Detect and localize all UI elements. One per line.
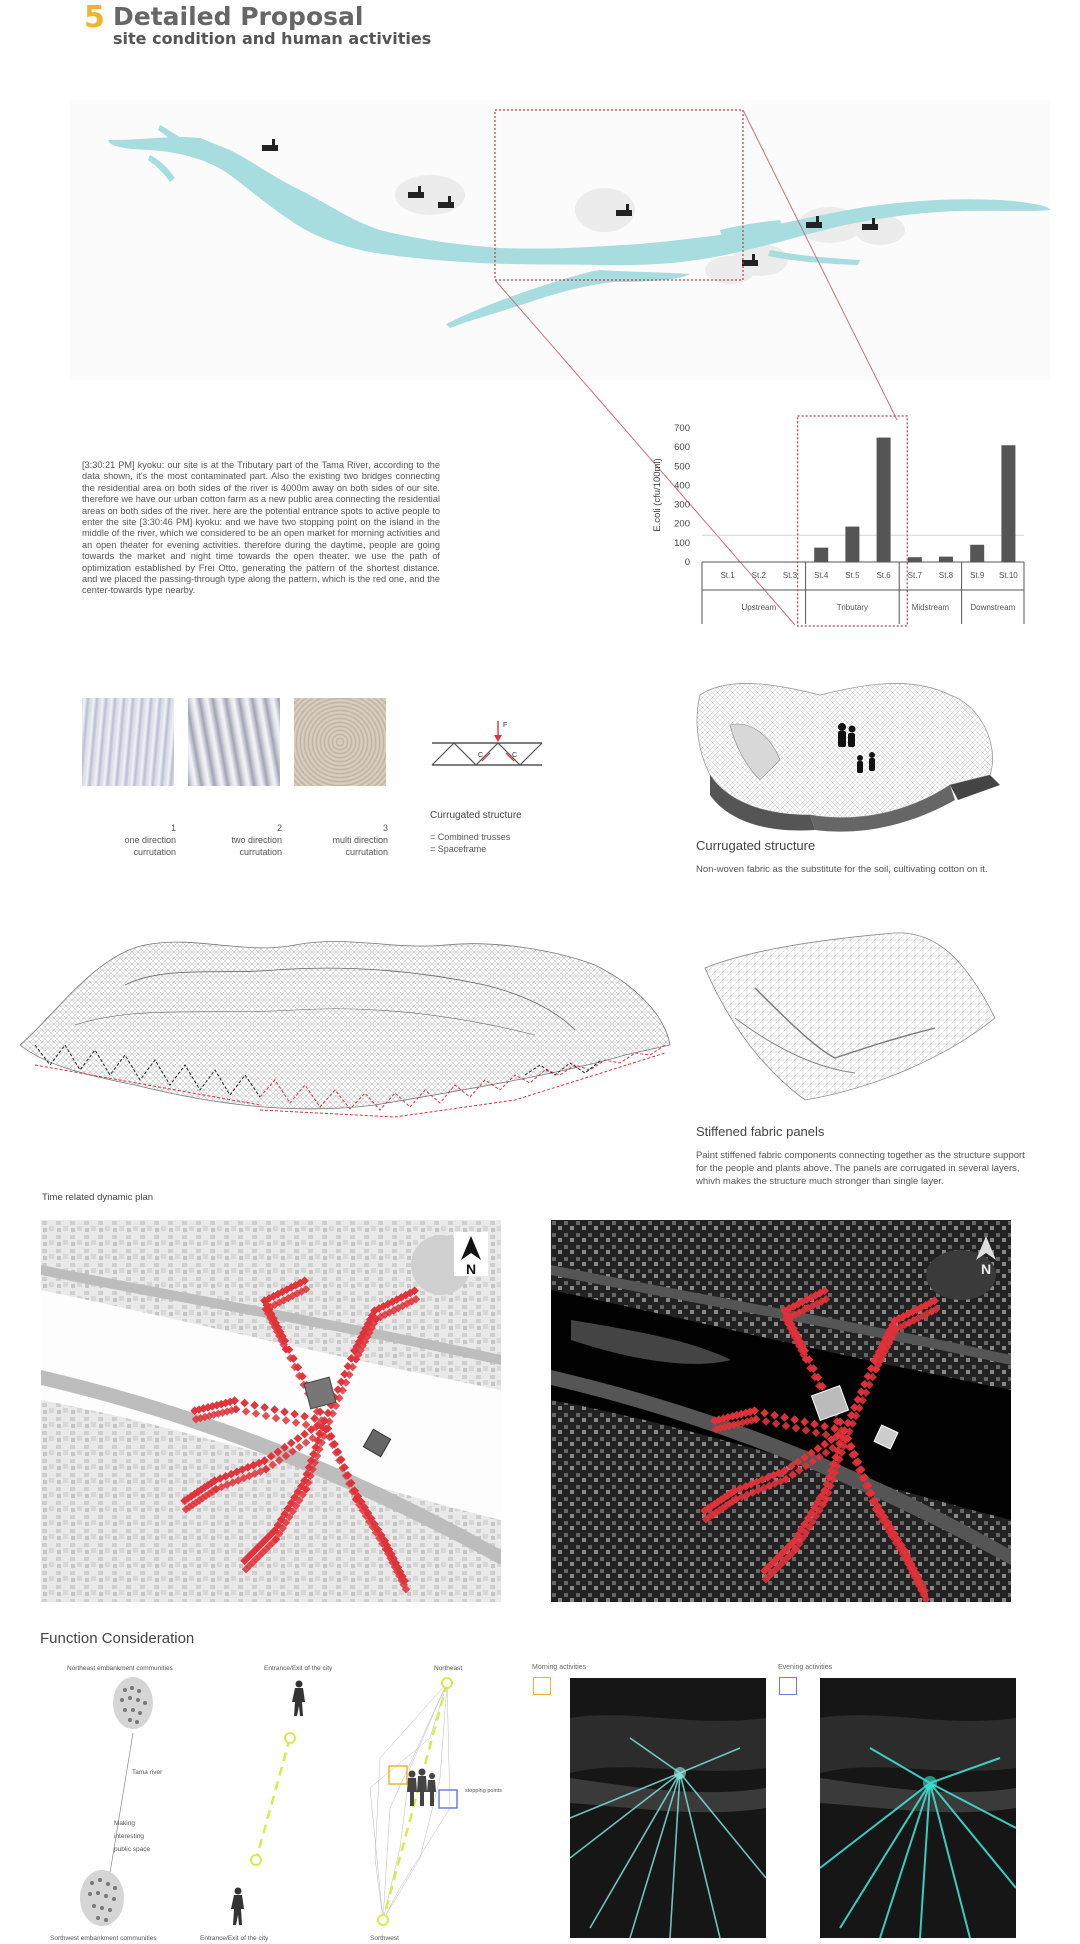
x-tick-label: St.3 [782,571,798,580]
southwest-bottom-label: Sorthwest [370,1935,399,1942]
function-title: Function Consideration [40,1630,195,1647]
making-label-1: Making [114,1820,135,1827]
corrugated-structure-title: Currugated structure [696,838,816,853]
truss-list-1: = Combined trusses [430,832,511,842]
corrugation-item-3: 3 multi direction currutation [332,823,388,857]
two-direction-texture [188,698,280,786]
truss-title: Currugated structure [430,810,522,821]
group-label: Midstream [911,603,950,612]
site-description: [3:30:21 PM] kyoku: our site is at the Tributary part of the Tama River, according to the data shown, it's the most contaminated part. Also the existing two bridges connecting the residential area on both sides of the river is 4000m away on both sides of our site. therefore we have our urban cotton farm as a new public area connecting the residential areas on both sides of the river. here are the potential entrance spots to active people to enter the site [3:30:46 PM] kyoku: and we have two stopping point on the island in the middle of the river, which we considered to be an open market for morning activities and an open theater for evening activities. therefore during the daytime, people are going towards the market and night time towards the open theater. we use the path of optimization established by Frei Otto, generating the pattern of the shortest distance. and we placed the passing-through type along the pattern, which is the red one, and the center-towards type nearby. [82,460,440,596]
corrugation-item-1: 1 one direction currutation [124,823,176,857]
group-label: Downstream [970,603,1016,612]
bar-st6 [877,438,891,562]
y-tick-label: 500 [674,461,690,473]
north-arrow [454,1232,488,1277]
people-group-icon [407,1769,436,1807]
person-icon-bottom [231,1888,244,1926]
y-axis-label: E.coli (cfu/100ml) [652,458,663,532]
northwest-label: Northeast [434,1665,463,1672]
page-subtitle: site condition and human activities [113,29,432,48]
bar-st4 [814,548,828,562]
morning-stop-marker [389,1766,407,1784]
night-plan-map [551,1220,1011,1602]
morning-label: Morning activities [532,1664,587,1671]
northeast-label: Northeast embankment communities [67,1665,173,1672]
dynamic-plan-title: Time related dynamic plan [42,1192,154,1203]
tributary-highlight-box [798,416,908,626]
stiffened-panel-render [695,928,1005,1103]
bar-st9 [970,545,984,562]
evening-stop-marker [439,1790,457,1808]
bar-st7 [908,557,922,562]
x-tick-label: St.1 [720,571,735,580]
crowd-top [113,1677,153,1729]
evening-activity-render [820,1678,1016,1938]
force-label: F [503,722,508,729]
bar-st8 [939,557,953,562]
x-tick-label: St.9 [970,571,985,580]
morning-color-key [533,1677,551,1695]
y-tick-label: 600 [674,442,690,454]
section-number: 5 [84,0,105,35]
making-label-2: interesting [114,1833,144,1840]
bar-st10 [1001,445,1015,562]
entrance-top-label: Entrance/Exit of the city [264,1665,333,1672]
corrugated-structure-render [690,665,1020,840]
x-tick-label: St.8 [938,571,954,580]
y-tick-label: 0 [684,557,690,568]
group-label: Tributary [836,603,869,612]
evening-color-key [779,1677,797,1695]
y-tick-label: 300 [674,499,690,511]
x-tick-label: St.4 [814,571,829,580]
y-tick-label: 100 [674,537,690,549]
y-tick-label: 200 [674,518,690,530]
north-label: N [980,1261,992,1277]
day-plan-map [41,1220,501,1602]
making-label-3: public space [114,1846,151,1853]
tama-river-label: Tama river [132,1769,163,1776]
group-label: Upstream [741,603,777,612]
page-title: Detailed Proposal [113,2,364,31]
person-icon-top [292,1681,305,1717]
southwest-label: Sorthwest embankment communities [50,1935,157,1942]
x-tick-label: St.10 [999,571,1018,580]
x-tick-label: St.7 [907,571,922,580]
truss-list-2: = Spaceframe [430,844,487,854]
function-diagram [40,1658,540,1944]
multi-direction-texture [294,698,386,786]
y-tick-label: 400 [674,480,690,492]
entrance-bottom-label: Entrance/Exit of the city [200,1935,269,1942]
evening-label: Evening activities [778,1664,833,1671]
y-tick-label: 700 [674,423,690,434]
x-tick-label: St.2 [751,571,766,580]
one-direction-texture [82,698,174,786]
stiffened-panels-text: Paint stiffened fabric components connecting together as the structure support for the people and plants above. The panels are corrugated in several layers, whivh makes the structure much stronger than single layer. [696,1150,1025,1187]
crowd-bottom [80,1870,124,1926]
corrugated-structure-text: Non-woven fabric as the substitute for the soil, cultivating cotton on it. [696,864,988,875]
x-tick-label: St.6 [876,571,891,580]
north-label: N [465,1261,477,1277]
truss-diagram [428,715,546,775]
stiffened-panels-title: Stiffened fabric panels [696,1124,825,1139]
wireframe-canopy [15,925,675,1125]
compression-label: C [478,752,484,759]
morning-activity-render [570,1678,766,1938]
ecoli-chart [640,410,1040,630]
compression-label: C [512,752,518,759]
x-tick-label: St.5 [845,571,860,580]
bar-st5 [845,527,859,562]
corrugation-item-2: 2 two direction currutation [231,823,282,857]
stopping-points-label: stopping points [465,1788,502,1794]
